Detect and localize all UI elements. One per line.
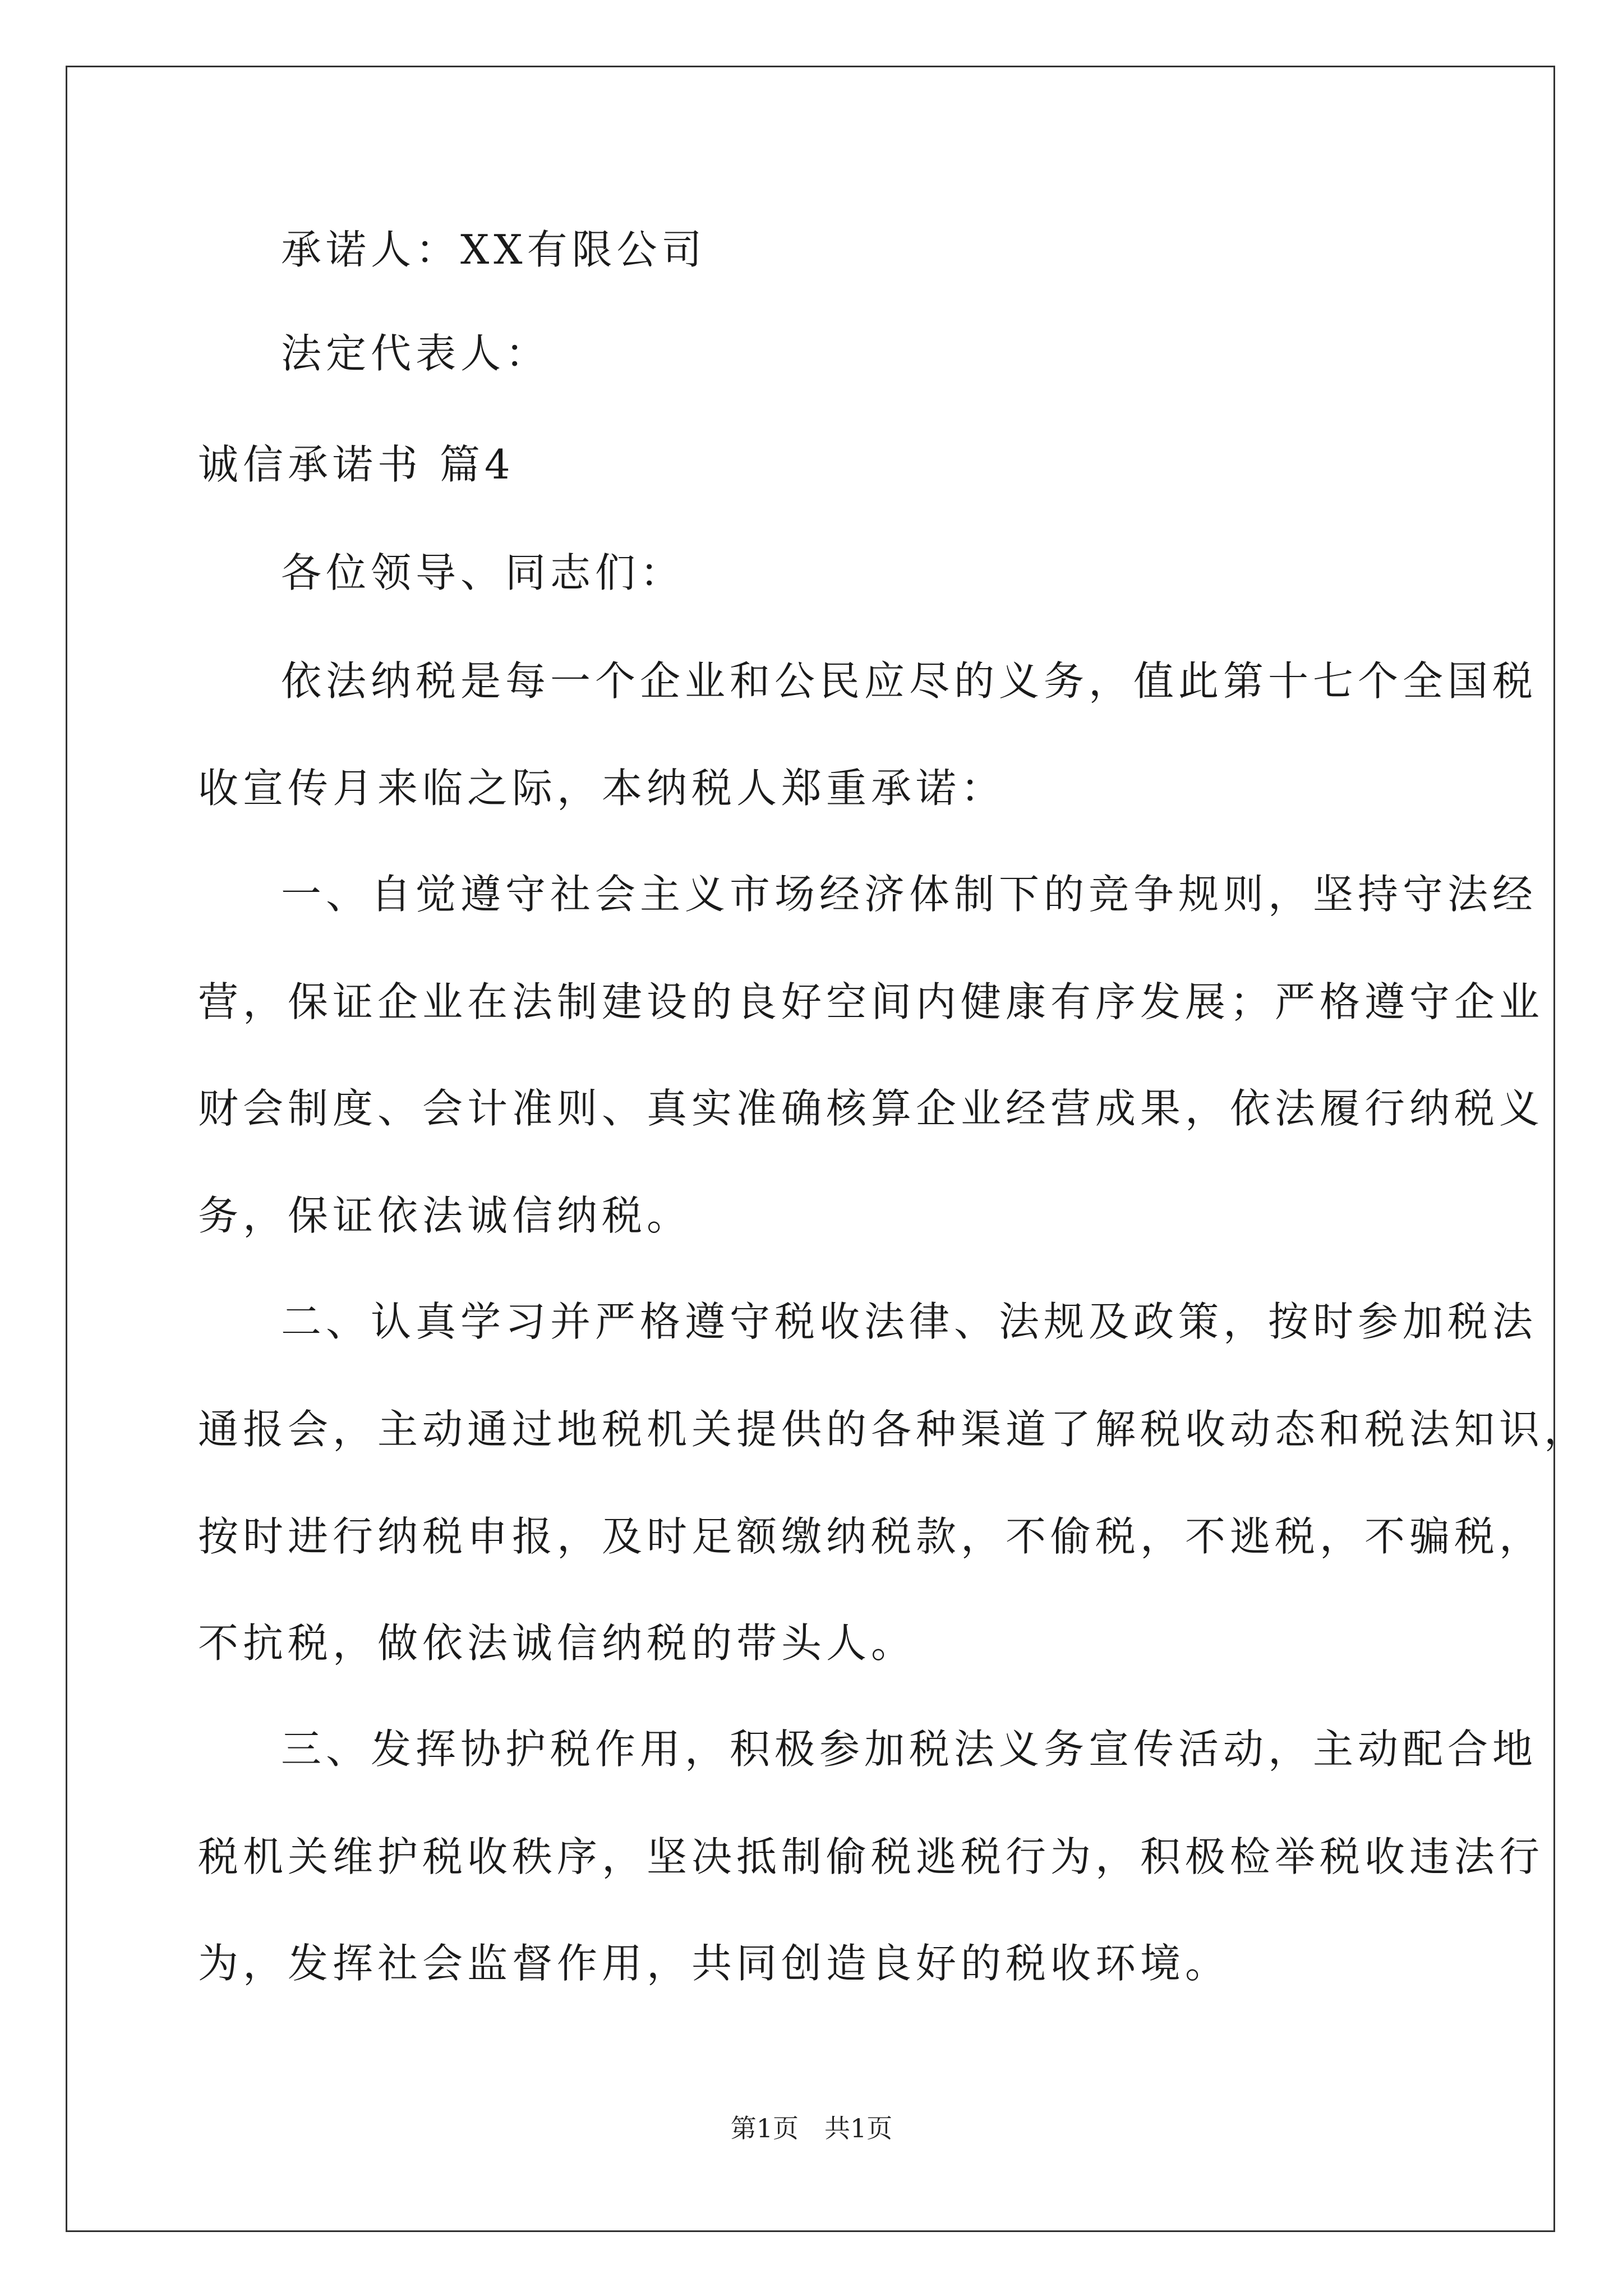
paragraph-line: 依法纳税是每一个企业和公民应尽的义务，值此第十七个全国税 — [281, 657, 1538, 705]
salutation-line: 各位领导、同志们： — [281, 549, 685, 596]
page-frame — [66, 66, 1555, 2232]
paragraph-line: 三、发挥协护税作用，积极参加税法义务宣传活动，主动配合地 — [281, 1726, 1538, 1773]
paragraph-line: 一、自觉遵守社会主义市场经济体制下的竞争规则，坚持守法经 — [281, 871, 1538, 918]
paragraph-line: 为，发挥社会监督作用，共同创造良好的税收环境。 — [198, 1940, 1230, 1987]
paragraph-line: 通报会，主动通过地税机关提供的各种渠道了解税收动态和税法知识， — [198, 1406, 1589, 1453]
paragraph-line: 财会制度、会计准则、真实准确核算企业经营成果，依法履行纳税义 — [198, 1085, 1544, 1132]
paragraph-line: 收宣传月来临之际，本纳税人郑重承诺： — [198, 765, 1006, 812]
page-number: 第1页 共1页 — [730, 2113, 893, 2143]
paragraph-line: 按时进行纳税申报，及时足额缴纳税款，不偷税，不逃税，不骗税， — [198, 1513, 1544, 1560]
paragraph-line: 营，保证企业在法制建设的良好空间内健康有序发展；严格遵守企业 — [198, 978, 1544, 1025]
representative-line: 法定代表人： — [281, 330, 551, 377]
paragraph-line: 税机关维护税收秩序，坚决抵制偷税逃税行为，积极检举税收违法行 — [198, 1833, 1544, 1880]
signer-line: 承诺人：XX有限公司 — [281, 226, 707, 273]
paragraph-line: 二、认真学习并严格遵守税收法律、法规及政策，按时参加税法 — [281, 1298, 1538, 1345]
paragraph-line: 务，保证依法诚信纳税。 — [198, 1192, 692, 1239]
paragraph-line: 不抗税，做依法诚信纳税的带头人。 — [198, 1619, 916, 1667]
section-heading: 诚信承诺书 篇4 — [198, 441, 515, 488]
